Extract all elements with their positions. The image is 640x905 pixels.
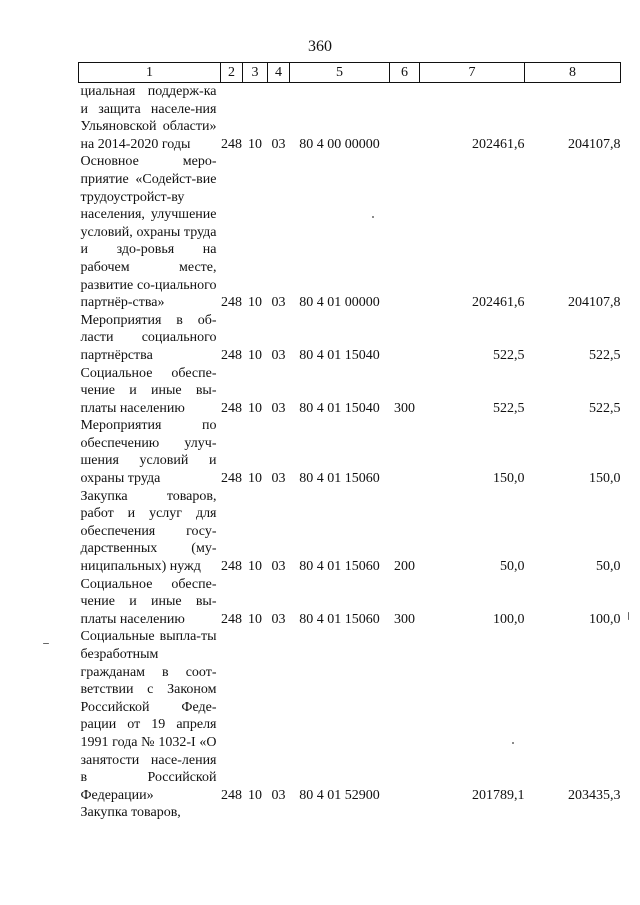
- code-cell: [221, 804, 243, 822]
- column-header: 5: [290, 63, 390, 83]
- target-code-cell: 80 4 01 15040: [299, 400, 380, 416]
- section-cell: 10: [248, 787, 262, 803]
- code-cell: 248: [221, 136, 242, 152]
- code-cell: 248: [221, 559, 242, 575]
- expense-type-cell: [390, 628, 420, 804]
- table-row: [79, 83, 621, 154]
- table-row: [79, 365, 621, 418]
- section-cell: 10: [248, 136, 262, 152]
- subsection-cell: 03: [271, 471, 286, 487]
- amount-cell-year1: 522,5: [493, 400, 525, 416]
- code-cell: 248: [221, 295, 242, 311]
- section-cell: 10: [248, 611, 262, 627]
- row-name-cell: Закупка товаров,: [80, 805, 181, 821]
- subsection-cell: 03: [271, 400, 286, 416]
- amount-cell-year2: 204107,8: [568, 295, 621, 311]
- target-code-cell: 80 4 01 52900: [299, 787, 380, 803]
- amount-cell-year1: 50,0: [500, 559, 525, 575]
- row-name-cell: Мероприятия в об-ласти социального партнёрства: [80, 312, 217, 363]
- row-name-cell: Мероприятия по обеспечению улуч-шения условий и охраны труда: [80, 418, 217, 487]
- amount-cell-year2: 100,0: [589, 611, 621, 627]
- expense-type-cell: [390, 804, 420, 822]
- expense-type-cell: [390, 312, 420, 365]
- subsection-cell: 03: [271, 787, 286, 803]
- expense-type-cell: [390, 417, 420, 487]
- scan-speck: [628, 612, 629, 620]
- scan-speck: [43, 643, 49, 644]
- target-code-cell: 80 4 01 15060: [299, 559, 380, 575]
- target-code-cell: 80 4 00 00000: [299, 136, 380, 152]
- expense-type-cell: 300: [394, 611, 415, 627]
- expense-type-cell: 300: [394, 400, 415, 416]
- column-header: 4: [268, 63, 290, 83]
- row-name-cell: Социальное обеспе-чение и иные вы-платы населению: [80, 365, 217, 416]
- amount-cell-year2: 204107,8: [568, 136, 621, 152]
- section-cell: 10: [248, 400, 262, 416]
- amount-cell-year1: 100,0: [493, 611, 525, 627]
- target-code-cell: [290, 804, 390, 822]
- row-name-cell: Основное меро-приятие «Содейст-вие трудоустройст-ву населения, улучшение условий, охраны труда и здо-ровья на рабочем месте, развитие со-циального партнёр-ства»: [80, 154, 217, 311]
- table-header-row: [79, 63, 621, 83]
- expense-type-cell: 200: [394, 559, 415, 575]
- subsection-cell: 03: [271, 559, 286, 575]
- table-row: [79, 488, 621, 576]
- table-row: [79, 576, 621, 629]
- budget-table: [78, 62, 621, 822]
- code-cell: 248: [221, 400, 242, 416]
- amount-cell-year2: 522,5: [589, 347, 621, 363]
- row-name-cell: Социальное обеспе-чение и иные вы-платы населению: [80, 576, 217, 627]
- target-code-cell: 80 4 01 15060: [299, 611, 380, 627]
- scan-speck: [372, 216, 374, 218]
- table-body: [79, 83, 621, 822]
- scan-speck: [512, 742, 514, 744]
- table-row: [79, 153, 621, 311]
- table-row: [79, 804, 621, 822]
- subsection-cell: 03: [271, 136, 286, 152]
- column-header: 7: [420, 63, 525, 83]
- expense-type-cell: [390, 83, 420, 154]
- amount-cell-year1: 202461,6: [472, 136, 525, 152]
- table-row: [79, 417, 621, 487]
- amount-cell-year2: 522,5: [589, 400, 621, 416]
- amount-cell-year1: 522,5: [493, 347, 525, 363]
- amount-cell-year2: 203435,3: [568, 787, 621, 803]
- amount-cell-year1: 202461,6: [472, 295, 525, 311]
- subsection-cell: [268, 804, 290, 822]
- page-number: 360: [308, 38, 332, 55]
- table-row: [79, 628, 621, 804]
- code-cell: 248: [221, 611, 242, 627]
- subsection-cell: 03: [271, 347, 286, 363]
- code-cell: 248: [221, 787, 242, 803]
- target-code-cell: 80 4 01 15040: [299, 347, 380, 363]
- target-code-cell: 80 4 01 15060: [299, 471, 380, 487]
- row-name-cell: Закупка товаров, работ и услуг для обеспечения госу-дарственных (му-ниципальных) нужд: [80, 488, 217, 575]
- section-cell: 10: [248, 295, 262, 311]
- row-name-cell: Социальные выпла-ты безработным гражданам в соот-ветствии с Законом Российской Феде-рации от 19 апреля 1991 года № 1032-I «О занятости насе-ления в Российской Федерации»: [80, 629, 217, 803]
- column-header: 3: [243, 63, 268, 83]
- column-header: 1: [79, 63, 221, 83]
- amount-cell-year1: 201789,1: [472, 787, 525, 803]
- column-header: 2: [221, 63, 243, 83]
- amount-cell-year2: 150,0: [589, 471, 621, 487]
- table-row: [79, 312, 621, 365]
- code-cell: 248: [221, 471, 242, 487]
- section-cell: 10: [248, 347, 262, 363]
- code-cell: 248: [221, 347, 242, 363]
- expense-type-cell: [390, 153, 420, 311]
- section-cell: [243, 804, 268, 822]
- section-cell: 10: [248, 471, 262, 487]
- subsection-cell: 03: [271, 295, 286, 311]
- amount-cell-year1: [420, 804, 525, 822]
- column-header: 6: [390, 63, 420, 83]
- subsection-cell: 03: [271, 611, 286, 627]
- column-header: 8: [525, 63, 621, 83]
- target-code-cell: 80 4 01 00000: [299, 295, 380, 311]
- amount-cell-year2: [525, 804, 621, 822]
- amount-cell-year2: 50,0: [596, 559, 621, 575]
- amount-cell-year1: 150,0: [493, 471, 525, 487]
- row-name-cell: циальная поддерж-ка и защита населе-ния Ульяновской области» на 2014-2020 годы: [80, 84, 217, 152]
- section-cell: 10: [248, 559, 262, 575]
